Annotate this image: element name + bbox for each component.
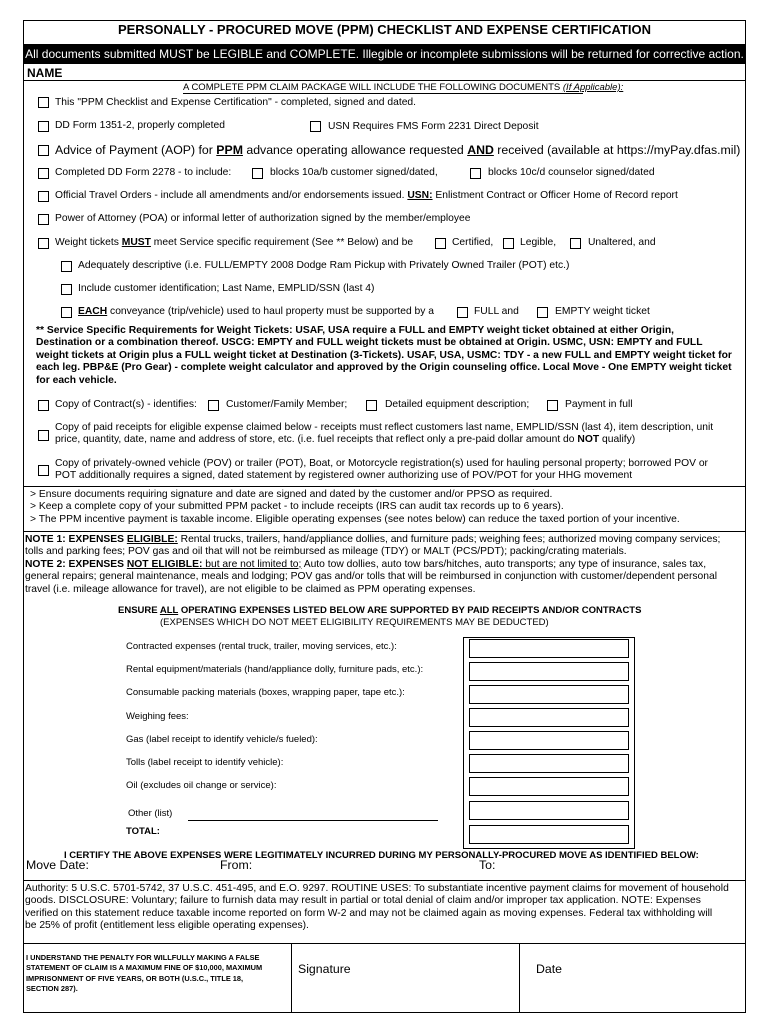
service-req-line-1: ** Service Specific Requirements for Weight Tickets: USAF, USA require a FULL and EMPTY weight ticket obtained at either Origin, bbox=[36, 325, 674, 336]
service-req-line-2: Destination or a combination thereof. USCG: EMPTY and FULL weight tickets must be obtained at Origin. USMC, USN: EMPTY and FULL bbox=[36, 337, 703, 349]
penalty-line-2: STATEMENT OF CLAIM IS A MAXIMUM FINE OF $10,000, MAXIMUM bbox=[26, 963, 263, 973]
checkbox-paid-receipts[interactable] bbox=[38, 430, 49, 441]
item-customer-family: Customer/Family Member; bbox=[226, 399, 348, 410]
authority-statement bbox=[25, 883, 729, 933]
item-registration bbox=[55, 458, 708, 483]
aop-text-ppm: PPM bbox=[216, 143, 243, 157]
note2-label: NOTE 2: EXPENSES bbox=[25, 558, 127, 570]
ensure-heading bbox=[118, 605, 641, 616]
checkbox-registration[interactable] bbox=[38, 465, 49, 476]
checkbox-contract[interactable] bbox=[38, 400, 49, 411]
note2-not-limited: but are not limited to; bbox=[202, 558, 302, 570]
expense-input-gas[interactable] bbox=[469, 731, 629, 750]
service-req-line-4: each leg. PBP&E (Pro Gear) - complete weight calculator and approved by the Origin counseling office. Local Move - One EMPTY weight ticket bbox=[36, 362, 732, 374]
item-poa: Power of Attorney (POA) or informal letter of authorization signed by the member/employee bbox=[55, 213, 471, 224]
expense-label-rental: Rental equipment/materials (hand/appliance dolly, furniture pads, etc.): bbox=[126, 664, 424, 675]
checkbox-customer-family[interactable] bbox=[208, 400, 219, 411]
item-legible: Legible, bbox=[520, 237, 557, 248]
authority-line-2: goods. DISCLOSURE: Voluntary; failure to furnish data may result in partial or total denial of claim and/or improper tax application. NOTE: Expenses bbox=[25, 895, 701, 907]
package-heading-text: A COMPLETE PPM CLAIM PACKAGE WILL INCLUDE THE FOLLOWING DOCUMENTS bbox=[183, 82, 561, 93]
checkbox-certified[interactable] bbox=[435, 238, 446, 249]
certify-statement: I CERTIFY THE ABOVE EXPENSES WERE LEGITIMATELY INCURRED DURING MY PERSONALLY-PROCURED MOVE AS IDENTIFIED BELOW: bbox=[64, 850, 699, 861]
item-certified: Certified, bbox=[452, 237, 494, 248]
reminder-1: > Ensure documents requiring signature and date are signed and dated by the customer and/or PPSO as required. bbox=[30, 489, 553, 500]
expense-other-line[interactable] bbox=[188, 820, 438, 821]
checkbox-aop[interactable] bbox=[38, 145, 49, 156]
reminders-divider bbox=[24, 486, 745, 487]
expense-label-gas: Gas (label receipt to identify vehicle/s fueled): bbox=[126, 734, 318, 745]
checkbox-legible[interactable] bbox=[503, 238, 514, 249]
checkbox-weight-tickets[interactable] bbox=[38, 238, 49, 249]
checkbox-dd2278[interactable] bbox=[38, 168, 49, 179]
package-heading bbox=[183, 82, 623, 93]
receipts-line-2-not: NOT bbox=[577, 434, 600, 446]
penalty-statement bbox=[26, 953, 262, 995]
service-req-line-3: weight tickets at Origin plus a FULL weight ticket at Destination (3-Tickets). USAF, USA, USMC: TDY - a new FULL and EMPTY weight ticket for bbox=[36, 349, 732, 361]
note2-line-1 bbox=[25, 559, 720, 571]
weight-tickets-text-a: Weight tickets bbox=[55, 237, 122, 248]
checkbox-fms2231[interactable] bbox=[310, 121, 321, 132]
item-each-conveyance bbox=[78, 306, 434, 317]
signature-field[interactable]: Signature bbox=[298, 962, 351, 976]
to-label: To: bbox=[479, 858, 496, 872]
service-req-line-5: for each vehicle. bbox=[36, 374, 117, 386]
expense-input-total[interactable] bbox=[469, 825, 629, 844]
receipts-line-1: Copy of paid receipts for eligible expense claimed below - receipts must reflect customers last name, EMPLID/SSN (last 4), item description, unit bbox=[55, 422, 714, 433]
authority-divider bbox=[24, 880, 745, 881]
penalty-line-1: I UNDERSTAND THE PENALTY FOR WILLFULLY MAKING A FALSE bbox=[26, 953, 260, 962]
signature-right-divider bbox=[519, 943, 520, 1012]
each-conveyance-text: conveyance (trip/vehicle) used to haul property must be supported by a bbox=[107, 306, 435, 317]
signature-divider bbox=[24, 943, 745, 944]
authority-line-4: be 25% of profit (entitlement less eligible operating expenses). bbox=[25, 920, 309, 932]
item-adequately-descriptive: Adequately descriptive (i.e. FULL/EMPTY 2008 Dodge Ram Pickup with Privately Owned Trailer (POT) etc.) bbox=[78, 260, 570, 271]
checkbox-dd1351[interactable] bbox=[38, 121, 49, 132]
checkbox-travel-orders[interactable] bbox=[38, 191, 49, 202]
receipts-line-2-a: price, quantity, date, name and address of store, etc. (i.e. fuel receipts that reflect only a pre-paid dollar amount do bbox=[55, 434, 578, 446]
item-ppm-checklist: This "PPM Checklist and Expense Certification" - completed, signed and dated. bbox=[55, 97, 417, 108]
note2-line-3: travel (i.e. mileage allowance for travel), are not eligible to be claimed as PPM operating expenses. bbox=[25, 583, 476, 595]
penalty-line-3: IMPRISONMENT OF FIVE YEARS, OR BOTH (U.S.C., TITLE 18, bbox=[26, 973, 244, 983]
item-paid-receipts bbox=[55, 422, 713, 447]
package-heading-note: (If Applicable): bbox=[562, 82, 624, 93]
aop-text-e: received (available at https://myPay.dfas.mil) bbox=[493, 143, 741, 157]
from-label: From: bbox=[220, 858, 253, 872]
ensure-text-a: ENSURE bbox=[118, 605, 160, 616]
registration-line-2: POT additionally requires a signed, dated statement by registered owner authorizing use of POV/POT for your HHG movement bbox=[55, 470, 633, 482]
ensure-text-c: OPERATING EXPENSES LISTED BELOW ARE SUPPORTED BY PAID RECEIPTS AND/OR CONTRACTS bbox=[178, 605, 642, 616]
expense-input-oil[interactable] bbox=[469, 777, 629, 796]
total-label: TOTAL: bbox=[126, 826, 160, 837]
note1-line-1 bbox=[25, 534, 720, 546]
checkbox-ppm-checklist[interactable] bbox=[38, 97, 49, 108]
checkbox-equipment-description[interactable] bbox=[366, 400, 377, 411]
item-payment-full: Payment in full bbox=[565, 399, 633, 410]
aop-text-and: AND bbox=[467, 143, 494, 157]
checkbox-payment-full[interactable] bbox=[547, 400, 558, 411]
item-customer-id: Include customer identification; Last Name, EMPLID/SSN (last 4) bbox=[78, 283, 375, 294]
aop-text-c: advance operating allowance requested bbox=[242, 143, 468, 157]
registration-line-1: Copy of privately-owned vehicle (POV) or trailer (POT), Boat, or Motorcycle registration(s) used for hauling personal property; borrowed POV or bbox=[55, 458, 708, 469]
expense-input-contracted[interactable] bbox=[469, 639, 629, 658]
expense-input-weighing[interactable] bbox=[469, 708, 629, 727]
travel-orders-text-a: Official Travel Orders - include all amendments and/or endorsements issued. bbox=[55, 190, 408, 201]
expense-label-contracted: Contracted expenses (rental truck, trailer, moving services, etc.): bbox=[126, 641, 397, 652]
item-empty-ticket: EMPTY weight ticket bbox=[555, 306, 650, 317]
checkbox-full-ticket[interactable] bbox=[457, 307, 468, 318]
note1-eligible: ELIGIBLE: bbox=[126, 534, 178, 545]
item-dd2278: Completed DD Form 2278 - to include: bbox=[55, 167, 232, 178]
note1-line-2: tolls and parking fees; POV gas and oil that will not be reimbursed as mileage (TDY) or MALT (PCS/PDT); packing/crating materials. bbox=[25, 546, 627, 558]
date-field[interactable]: Date bbox=[536, 962, 562, 976]
item-dd1351: DD Form 1351-2, properly completed bbox=[55, 120, 225, 131]
item-weight-tickets bbox=[55, 237, 413, 248]
checkbox-blocks-10ab[interactable] bbox=[252, 168, 263, 179]
service-requirements bbox=[36, 325, 732, 387]
item-unaltered: Unaltered, and bbox=[588, 237, 656, 248]
item-full-ticket: FULL and bbox=[474, 306, 519, 317]
expense-label-weighing: Weighing fees: bbox=[126, 711, 189, 722]
reminders bbox=[30, 489, 680, 526]
expense-label-packing: Consumable packing materials (boxes, wrapping paper, tape etc.): bbox=[126, 687, 405, 698]
ensure-subheading: (EXPENSES WHICH DO NOT MEET ELIGIBILITY REQUIREMENTS MAY BE DEDUCTED) bbox=[160, 617, 549, 628]
authority-line-1: Authority: 5 U.S.C. 5701-5742, 37 U.S.C. 451-495, and E.O. 9297. ROUTINE USES: To substantiate incentive payment claims for movement of household bbox=[25, 883, 729, 894]
travel-orders-usn: USN: bbox=[407, 190, 433, 201]
authority-line-3: verified on this statement reduce taxable income reported on form W-2 and may not be claimed again as moving expenses. Federal tax withholding will bbox=[25, 907, 713, 919]
note2-not-eligible: NOT ELIGIBLE: bbox=[126, 558, 203, 570]
receipts-line-2-c: qualify) bbox=[599, 434, 636, 446]
move-date-label: Move Date: bbox=[26, 858, 89, 872]
reminder-2: > Keep a complete copy of your submitted PPM packet - to include receipts (IRS can audit tax records up to 6 years). bbox=[30, 501, 564, 513]
checkbox-poa[interactable] bbox=[38, 214, 49, 225]
expense-input-packing[interactable] bbox=[469, 685, 629, 704]
expense-label-tolls: Tolls (label receipt to identify vehicle): bbox=[126, 757, 284, 768]
aop-text-a: Advice of Payment (AOP) for bbox=[55, 143, 217, 157]
item-blocks-10cd: blocks 10c/d counselor signed/dated bbox=[488, 167, 655, 178]
checkbox-each-conveyance[interactable] bbox=[61, 307, 72, 318]
weight-tickets-must: MUST bbox=[121, 237, 151, 248]
note1-text-1: Rental trucks, trailers, hand/appliance dollies, and furniture pads; weighing fees; authorized moving company services; bbox=[177, 534, 721, 545]
travel-orders-text-c: Enlistment Contract or Officer Home of Record report bbox=[432, 190, 678, 201]
receipts-line-2 bbox=[55, 434, 713, 446]
note2-text-1: Auto tow dollies, auto tow bars/hitches, auto transports; any type of insurance, sales tax, bbox=[301, 558, 707, 570]
checkbox-unaltered[interactable] bbox=[570, 238, 581, 249]
expense-input-rental[interactable] bbox=[469, 662, 629, 681]
expense-input-tolls[interactable] bbox=[469, 754, 629, 773]
expense-input-other[interactable] bbox=[469, 801, 629, 820]
reminder-3: > The PPM incentive payment is taxable income. Eligible operating expenses (see notes below) can reduce the taxed portion of your incentive. bbox=[30, 513, 680, 525]
signature-left-divider bbox=[291, 943, 292, 1012]
notes-divider bbox=[24, 531, 745, 532]
ensure-all: ALL bbox=[159, 605, 179, 616]
item-aop bbox=[55, 143, 740, 157]
item-equipment-description: Detailed equipment description; bbox=[385, 399, 530, 410]
checkbox-empty-ticket[interactable] bbox=[537, 307, 548, 318]
package-heading-underline bbox=[183, 93, 583, 94]
weight-tickets-text-c: meet Service specific requirement (See ** Below) and be bbox=[150, 237, 414, 248]
note2-line-2: general repairs; general maintenance, meals and lodging; POV gas and/or tolls that will be reimbursed in conjunction with customer/dependent personal bbox=[25, 571, 718, 583]
name-label: NAME bbox=[27, 66, 63, 80]
note1-label: NOTE 1: EXPENSES bbox=[25, 534, 127, 545]
expense-label-oil: Oil (excludes oil change or service): bbox=[126, 780, 277, 791]
name-divider bbox=[24, 80, 745, 81]
item-blocks-10ab: blocks 10a/b customer signed/dated, bbox=[270, 167, 438, 178]
checkbox-customer-id[interactable] bbox=[61, 284, 72, 295]
item-contract: Copy of Contract(s) - identifies: bbox=[55, 399, 197, 410]
item-travel-orders bbox=[55, 190, 678, 201]
item-fms2231: USN Requires FMS Form 2231 Direct Deposit bbox=[328, 121, 539, 132]
notes bbox=[25, 534, 720, 596]
legibility-banner: All documents submitted MUST be LEGIBLE and COMPLETE. Illegible or incomplete submissions will be returned for corrective action. bbox=[24, 44, 745, 64]
expense-label-other: Other (list) bbox=[128, 808, 173, 819]
each-conveyance-each: EACH bbox=[78, 306, 108, 317]
checkbox-adequately-descriptive[interactable] bbox=[61, 261, 72, 272]
penalty-line-4: SECTION 287). bbox=[26, 984, 78, 994]
form-title: PERSONALLY - PROCURED MOVE (PPM) CHECKLIST AND EXPENSE CERTIFICATION bbox=[117, 22, 652, 37]
checkbox-blocks-10cd[interactable] bbox=[470, 168, 481, 179]
